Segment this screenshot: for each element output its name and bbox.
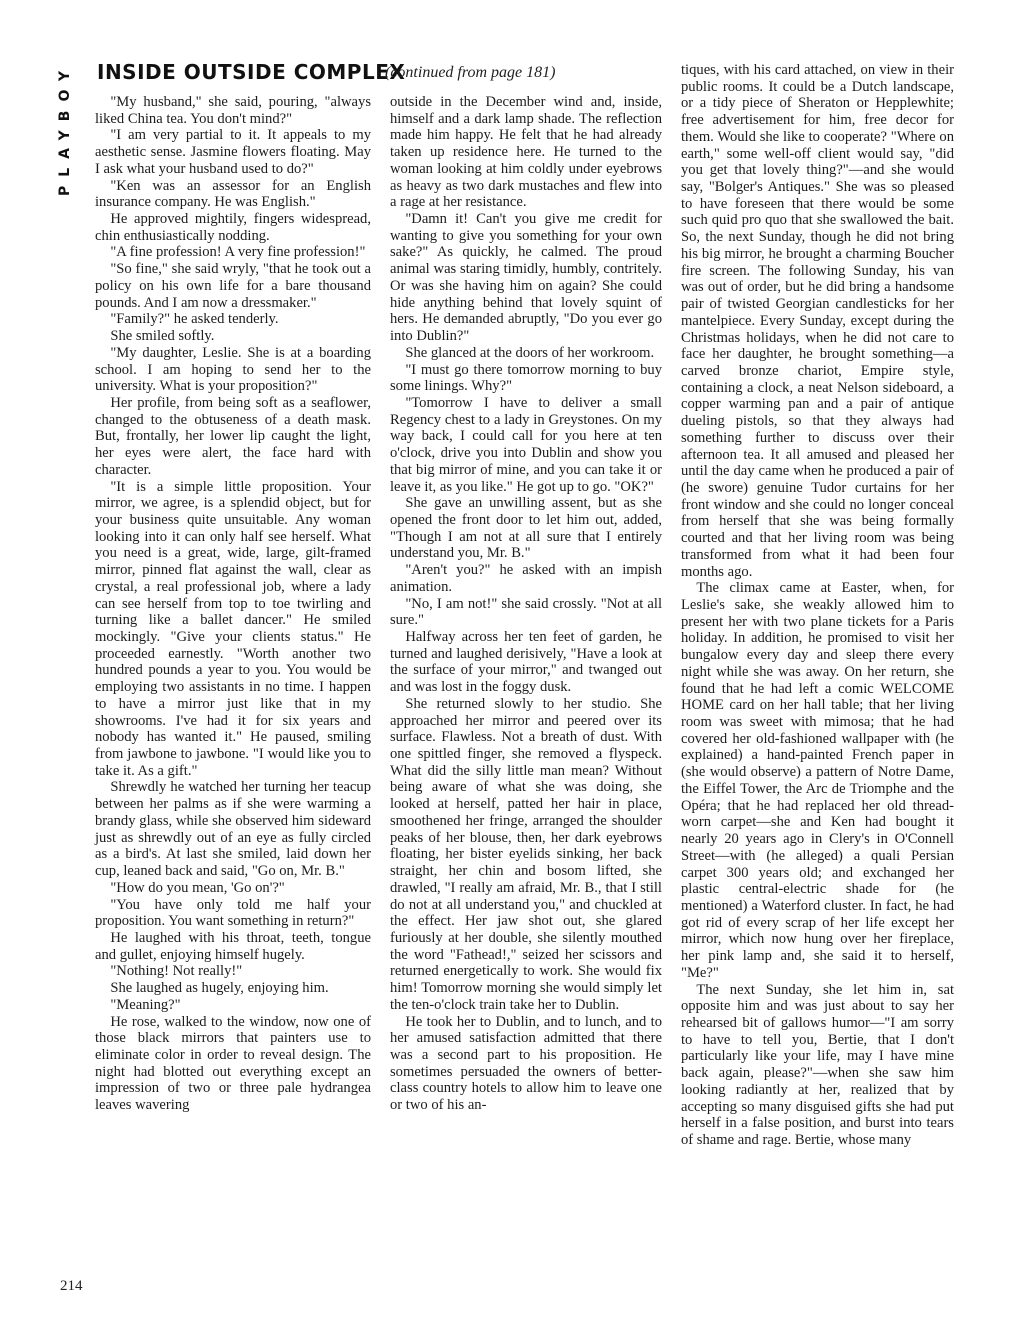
paragraph: "How do you mean, 'Go on'?" [110, 879, 285, 896]
paragraph: Halfway across her ten feet of garden, he turned and laughed derisively, "Have a look at the surface of your mirror," and twanged out and was lost in the foggy dusk. [390, 629, 662, 696]
paragraph: She glanced at the doors of her workroom. [405, 344, 655, 361]
paragraph: Her profile, from being soft as a seaflower, changed to the obtuseness of a death mask. But, frontally, her lower lip caught the light, her eyes were alert, the face hard with character. [95, 394, 371, 478]
paragraph: The climax came at Easter, when, for Leslie's sake, she weakly allowed him to present her with two plane tickets for a Paris holiday. In addition, he promised to visit her bungalow every day and sleep there every night while she was away. On her return, she found that he had left a comic WELCOME HOME card on her hall table; that her living room was sweet with mimosa; that he had covered her old-fashioned wallpaper with (he explained) a hand-painted French paper in (she would observe) a pattern of Notre Dame, the Eiffel Tower, the Arc de Triomphe and the Opéra; that he had replaced her old thread-worn carpet—she and Ken had bought it nearly 20 years ago in Clery's in O'Connell Street—with (he alleged) a quali Persian carpet 300 years old; and exchanged her plastic central-electric shade for (he mentioned) a Waterford cluster. In fact, he had got rid of every scrap of her life except her mirror, which now hung over her fireplace, her pink lamp and, she said it to herself, "Me?" [681, 580, 954, 981]
paragraph: He laughed with his throat, teeth, tongue and gullet, enjoying himself hugely. [95, 929, 371, 963]
paragraph: "It is a simple little proposition. Your mirror, we agree, is a splendid object, but for your business quite unsuitable. Any woman looking into it can only half see herself. What you need is a great, wide, large, gilt-framed mirror, pinned flat against the wall, clear as crystal, a real professional job, where a lady can see herself from top to toe twirling and turning like a ballet dancer." He smiled mockingly. "Give your clients status." He proceeded earnestly. "Worth another two hundred pounds a year to you. You would be employing two assistants in no time. I happen to have a mirror just like that in my showrooms. I've had it for six years and nobody has wanted it." He paused, smiling from jawbone to jawbone. "I would like you to take it. As a gift." [95, 478, 371, 779]
paragraph: She gave an unwilling assent, but as she opened the front door to let him out, added, "Though I am not at all sure that I entirely understand you, Mr. B." [390, 495, 662, 562]
paragraph: Shrewdly he watched her turning her teacup between her palms as if she were warming a brandy glass, while she observed him sideward just as shrewdly out of an eye as fully circled as a bird's. At last she smiled, laid down her cup, leaned back and said, "Go on, Mr. B." [95, 779, 371, 880]
paragraph: The next Sunday, she let him in, sat opposite him and was just about to say her rehearsed bit of gallows humor—"I am sorry to have to tell you, Bertie, that I don't particularly like your life, may I have mine back again, please?"—when she saw him looking radiantly at her, realized that by accepting so many disguised gifts she had put herself in a false position, and burst into tears of shame and rage. Bertie, whose many [681, 981, 954, 1148]
paragraph: She smiled softly. [110, 328, 215, 345]
paragraph: He took her to Dublin, and to lunch, and to her amused satisfaction admitted that there was a second part to his proposition. He sometimes persuaded the owners of better-class country hotels to allow him to leave one or two of his an- [390, 1013, 662, 1114]
paragraph: "So fine," she said wryly, "that he took out a policy on his own life for a bare thousand pounds. And I am now a dressmaker." [95, 261, 371, 311]
paragraph: "Damn it! Can't you give me credit for wanting to give you something for your own sake?" As quickly, he calmed. The proud animal was staring timidly, humbly, contritely. Or was she having him on again? She could hide anything behind that lovely squint of hers. He demanded abruptly, "Do you ever go into Dublin?" [390, 211, 662, 345]
paragraph: "Nothing! Not really!" [110, 963, 243, 980]
paragraph: outside in the December wind and, inside, himself and a dark lamp shade. The reflection made him happy. He felt that he had already taken up residence here. He turned to the woman looking at him coldly under eyebrows as heavy as two dark mustaches and flew into a rage at her resistance. [390, 94, 662, 211]
paragraph: "My husband," she said, pouring, "always liked China tea. You don't mind?" [95, 94, 371, 127]
text-column-2 [390, 94, 662, 1114]
page-number: 214 [60, 1278, 83, 1294]
text-column-1 [95, 94, 371, 1114]
paragraph: "I must go there tomorrow morning to buy some linings. Why?" [390, 361, 662, 395]
paragraph: "I am very partial to it. It appeals to my aesthetic sense. Jasmine flowers floating. May I ask what your husband used to do?" [95, 127, 371, 177]
paragraph: "Meaning?" [110, 996, 181, 1013]
paragraph: "My daughter, Leslie. She is at a boarding school. I am hoping to send her to the university. What is your proposition?" [95, 344, 371, 395]
text-column-3 [681, 62, 954, 1149]
paragraph: She laughed as hugely, enjoying him. [110, 980, 329, 997]
paragraph: "No, I am not!" she said crossly. "Not at all sure." [390, 595, 662, 629]
paragraph: "Family?" he asked tenderly. [110, 311, 279, 328]
paragraph: tiques, with his card attached, on view in their public rooms. It could be a Dutch landscape, or a tidy piece of Sheraton or Hepplewhite; free advertisement for him, free decor for them. Would she like to cooperate? "Where on earth," some well-off client would say, "did you get that lovely thing?"—and she would say, "Bolger's Antiques." She was so pleased to have foreseen that there would be some such quid pro quo that she swallowed the bait. So, the next Sunday, though he did not bring his big mirror, he brought a charming Boucher fire screen. The following Sunday, his van was out of order, but he did bring a handsome pair of twisted Georgian candlesticks for her mantelpiece. Every Sunday, except during the Christmas holidays, when he did not care to face her daughter, he brought something—a carved bronze chariot, Empire style, containing a clock, a neat Nelson sideboard, a copper warming pan and a pair of antique dueling pistols, so that they always had something further to discuss over their afternoon tea. It all amused and pleased her until the day came when he produced a pair of (he swore) genuine Tudor curtains for her front window and she could no longer conceal from herself that she was being formally courted and that her living room was being transformed from what it had been four months ago. [681, 62, 954, 580]
paragraph: "A fine profession! A very fine profession!" [110, 244, 366, 261]
story-title: INSIDE OUTSIDE COMPLEX [97, 60, 406, 84]
paragraph: He rose, walked to the window, now one of those black mirrors that painters use to eliminate color in order to reveal design. The night had blotted out everything except an impression of two or three pale hydrangea leaves wavering [95, 1013, 371, 1114]
paragraph: She returned slowly to her studio. She approached her mirror and peered over its surface. Flawless. Not a breath of dust. With one spittled finger, she removed a flyspeck. What did the silly little man mean? Without being aware of what she was doing, she looked at herself, patted her hair in place, smoothened her fringe, arranged the shoulder peaks of her blouse, then, her dark eyebrows floating, her bister eyelids sinking, her back straight, her chin and bosom lifted, she drawled, "I really am afraid, Mr. B., that I still do not at all understand you," and chuckled at the effect. Her jaw shot out, she glared furiously at her double, she silently mouthed the word "Fathead!," seized her scissors and returned energetically to work. She would fix him! Tomorrow morning she would simply let the ten-o'clock train take her to Dublin. [390, 695, 662, 1013]
paragraph: "Ken was an assessor for an English insurance company. He was English." [95, 177, 371, 211]
paragraph: He approved mightily, fingers widespread, chin enthusiastically nodding. [95, 211, 371, 244]
paragraph: "You have only told me half your proposition. You want something in return?" [95, 896, 371, 930]
continued-note: (continued from page 181) [385, 64, 556, 81]
magazine-side-label: PLAYBOY [57, 62, 73, 197]
paragraph: "Aren't you?" he asked with an impish animation. [390, 562, 662, 595]
paragraph: "Tomorrow I have to deliver a small Regency chest to a lady in Greystones. On my way back, I could call for you here at ten o'clock, drive you into Dublin and show you that big mirror of mine, and you can take it or leave it, as you like." He got up to go. "OK?" [390, 394, 662, 495]
